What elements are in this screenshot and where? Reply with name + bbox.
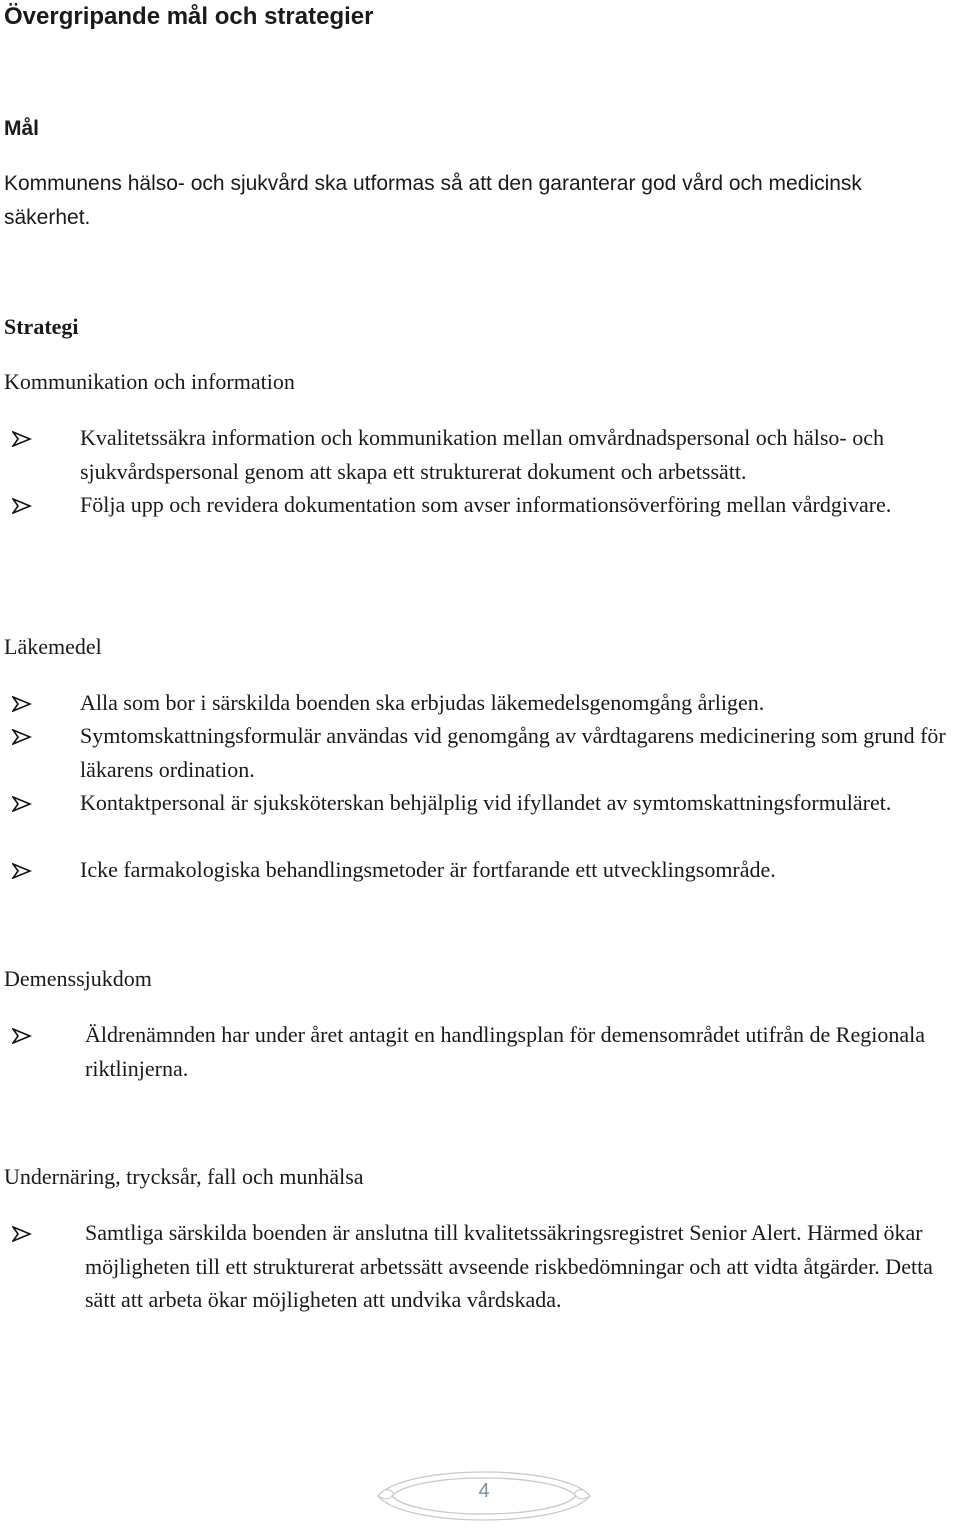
list-item-text: Kvalitetssäkra information och kommunikation mellan omvårdnadspersonal och hälso- och sjukvårdspersonal genom att skapa ett strukturerat dokument och arbetssätt. [80, 425, 885, 484]
list-item-text: Samtliga särskilda boenden är anslutna till kvalitetssäkringsregistret Senior Alert. Härmed ökar möjligheten till ett strukturerat arbetssätt avseende riskbedömningar och att vidta åtgärder. Detta sätt att arbeta ökar möjligheten att undvika vårdskada. [85, 1220, 933, 1312]
arrow-bullet-icon [12, 786, 34, 820]
list-item [0, 786, 955, 820]
list-item [0, 1018, 955, 1085]
section-heading-communication: Kommunikation och information [4, 369, 295, 394]
list-item [0, 853, 955, 887]
list-item-text: Kontaktpersonal är sjuksköterskan behjälplig vid ifyllandet av symtomskattningsformuläret. [80, 790, 892, 815]
list-item [0, 686, 955, 720]
strategy-heading: Strategi [4, 314, 79, 339]
arrow-bullet-icon [12, 853, 34, 887]
page-title: Övergripande mål och strategier [4, 3, 374, 30]
list-item [0, 488, 955, 522]
page-number [374, 1466, 594, 1526]
list-item-text: Symtomskattningsformulär användas vid genomgång av vårdtagarens medicinering som grund för läkarens ordination. [80, 723, 946, 782]
goal-text: Kommunens hälso- och sjukvård ska utformas så att den garanterar god vård och medicinsk säkerhet. [4, 172, 862, 229]
arrow-bullet-icon [12, 421, 34, 455]
arrow-bullet-icon [12, 1018, 34, 1052]
list-item [0, 1216, 955, 1317]
arrow-bullet-icon [12, 719, 34, 753]
list-item-text: Icke farmakologiska behandlingsmetoder är fortfarande ett utvecklingsområde. [80, 857, 776, 882]
list-item [0, 719, 955, 786]
arrow-bullet-icon [12, 686, 34, 720]
list-item [0, 421, 955, 488]
arrow-bullet-icon [12, 1216, 34, 1250]
section-heading-nutrition: Undernäring, trycksår, fall och munhälsa [4, 1164, 364, 1189]
page-number-value: 4 [478, 1480, 490, 1502]
goal-heading: Mål [4, 117, 40, 140]
section-heading-dementia: Demenssjukdom [4, 966, 152, 991]
arrow-bullet-icon [12, 488, 34, 522]
list-item-text: Alla som bor i särskilda boenden ska erbjudas läkemedelsgenomgång årligen. [80, 690, 765, 715]
list-item-text: Äldrenämnden har under året antagit en handlingsplan för demensområdet utifrån de Regionala riktlinjerna. [85, 1022, 925, 1081]
list-item-text: Följa upp och revidera dokumentation som avser informationsöverföring mellan vårdgivare. [80, 492, 892, 517]
section-heading-medication: Läkemedel [4, 634, 102, 659]
